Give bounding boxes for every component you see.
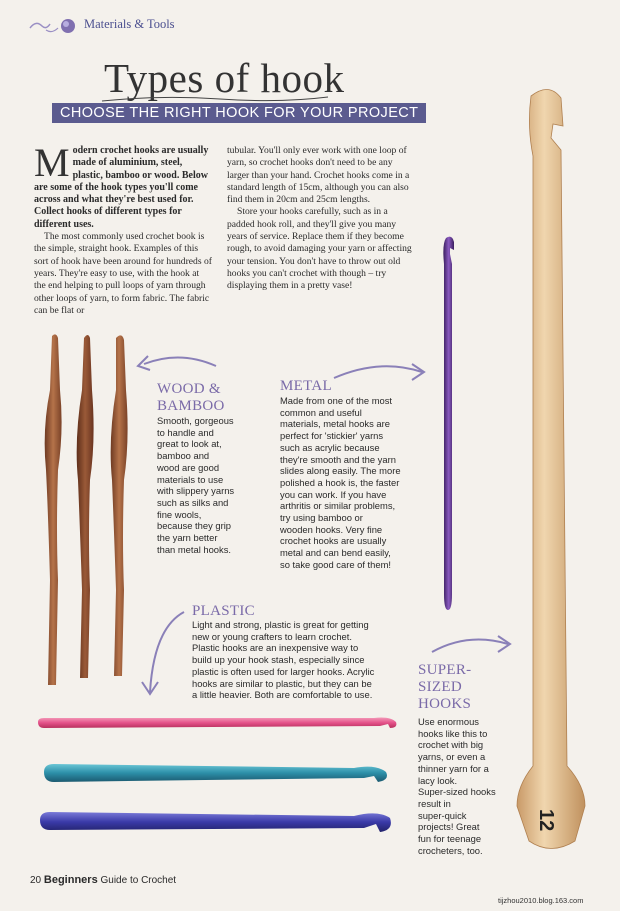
intro-paragraph-3: tubular. You'll only ever work with one loop of yarn, so crochet hooks don't need to be any larger than your hand. Crochet hooks come in a standard length of 15cm, although you can also find them in 20cm and 25cm lengths. (227, 145, 410, 206)
arrow-plastic (140, 608, 190, 698)
wood-line: bamboo and (157, 450, 210, 462)
plastic-line: a little heavier. Both are comfortable to use. (192, 689, 373, 701)
metal-line: so take good care of them! (280, 558, 392, 570)
super-line: result in (418, 797, 451, 809)
page-number: 20 (30, 875, 42, 886)
wood-line: because they grip (157, 520, 232, 532)
metal-line: such as acrylic because (280, 441, 380, 453)
metal-line: slides along easily. The more (280, 465, 401, 477)
super-line: Super-sized hooks (418, 786, 496, 798)
page-title: Types of hook (104, 55, 345, 101)
plastic-line: hooks are similar to plastic, but they can be (192, 677, 372, 689)
intro-column-1 (34, 140, 212, 317)
arrow-metal (330, 358, 430, 388)
metal-line: perfect for 'stickier' yarns (280, 430, 384, 442)
metal-line: wooden hooks. Very fine (280, 523, 383, 535)
metal-line: you can work. If you have (280, 488, 387, 500)
super-line: yarns, or even a (418, 751, 486, 763)
section-label: Materials & Tools (84, 17, 175, 31)
intro-paragraph-4: Store your hooks carefully, such as in a padded hook roll, and they'll give you many years of service. Replace them if they become rough, to avoid damaging your yarn or affecting your tension. You don't have to throw out old hooks you can't crochet with though – try displaying them in a pretty vase! (227, 206, 412, 292)
metal-text (280, 395, 430, 571)
super-line: projects! Great (418, 821, 480, 833)
plastic-text (192, 619, 407, 701)
super-heading-line: SUPER- (418, 662, 472, 678)
super-line: crocheters, too. (418, 844, 483, 856)
metal-line: Made from one of the most (280, 395, 393, 406)
metal-line: they're smooth and the yarn (280, 453, 396, 465)
swirl-icon (28, 16, 78, 36)
super-heading (418, 662, 471, 713)
super-heading-line: HOOKS (418, 696, 472, 712)
wood-line: such as silks and (157, 496, 229, 508)
super-heading-line: SIZED (418, 679, 462, 695)
wood-line: fine wools, (157, 508, 202, 520)
super-line: thinner yarn for a (418, 762, 489, 774)
wooden-hooks-image (38, 330, 138, 690)
hook-size-label: 12 (535, 809, 557, 832)
super-line: lacy look. (418, 774, 458, 786)
metal-line: arthritis or similar problems, (280, 500, 396, 512)
magazine-subtitle: Guide to Crochet (100, 875, 177, 886)
metal-line: crochet hooks are usually (280, 535, 387, 547)
super-line: crochet with big (418, 739, 484, 751)
intro-bold-text: odern crochet hooks are usually made of aluminium, steel, plastic, bamboo or wood. Below are some of the hook types you'll come across and what they're best used for. Collect hooks of different types for different uses. (34, 145, 209, 230)
plastic-line: build up your hook stash, especially since (192, 654, 365, 666)
wood-heading (157, 381, 225, 415)
arrow-wood (130, 348, 220, 378)
plastic-line: new or young crafters to learn crochet. (192, 630, 352, 642)
super-line: Use enormous (418, 716, 479, 727)
metal-heading: METAL (280, 378, 332, 394)
metal-line: try using bamboo or (280, 512, 363, 524)
wood-line: to handle and (157, 426, 214, 438)
plastic-heading: PLASTIC (192, 603, 255, 619)
plastic-line: Plastic hooks are an inexpensive way to (192, 642, 359, 654)
page-footer (30, 874, 176, 886)
metal-line: metal and can bend easily, (280, 547, 391, 559)
wood-line: materials to use (157, 473, 224, 485)
wood-line: wood are good (157, 461, 220, 473)
super-line: fun for teenage (418, 833, 482, 845)
plastic-hooks-image (34, 712, 404, 842)
metal-hook-image (436, 234, 466, 614)
wood-line: the yarn better (157, 532, 218, 544)
wood-line: great to look at, (157, 438, 222, 450)
intro-column-2 (227, 145, 417, 293)
wood-line: Smooth, gorgeous (157, 415, 234, 426)
plastic-line: Light and strong, plastic is great for getting (192, 619, 369, 630)
subtitle-banner: CHOOSE THE RIGHT HOOK FOR YOUR PROJECT (52, 103, 426, 123)
metal-line: common and useful (280, 406, 362, 418)
wood-text (157, 415, 275, 555)
metal-line: polished a hook is, the faster (280, 476, 400, 488)
watermark: tijzhou2010.blog.163.com (498, 896, 584, 905)
section-header (28, 14, 248, 36)
magazine-name: Beginners (43, 874, 98, 886)
wood-line: with slippery yarns (157, 485, 235, 497)
wood-heading-line1: WOOD & (157, 381, 221, 397)
intro-paragraph-2: The most commonly used crochet book is the simple, straight hook. Examples of this sort of hook have been around for hundreds of years. They're easy to use, with the hook at the end helping to pull loops of yarn through other loops of yarn, to form fabric. The fabric can be flat or (34, 231, 212, 316)
arrow-super (428, 632, 518, 662)
wood-heading-line2: BAMBOO (157, 398, 225, 414)
wood-line: than metal hooks. (157, 543, 232, 555)
super-text (418, 716, 518, 856)
plastic-line: plastic is often used for larger hooks. Acrylic (192, 665, 375, 677)
super-line: hooks like this to (418, 727, 488, 739)
super-line: super-quick (418, 809, 467, 821)
drop-cap: M (34, 140, 70, 185)
metal-line: materials, metal hooks are (280, 418, 390, 430)
super-sized-hook-image (505, 86, 595, 856)
